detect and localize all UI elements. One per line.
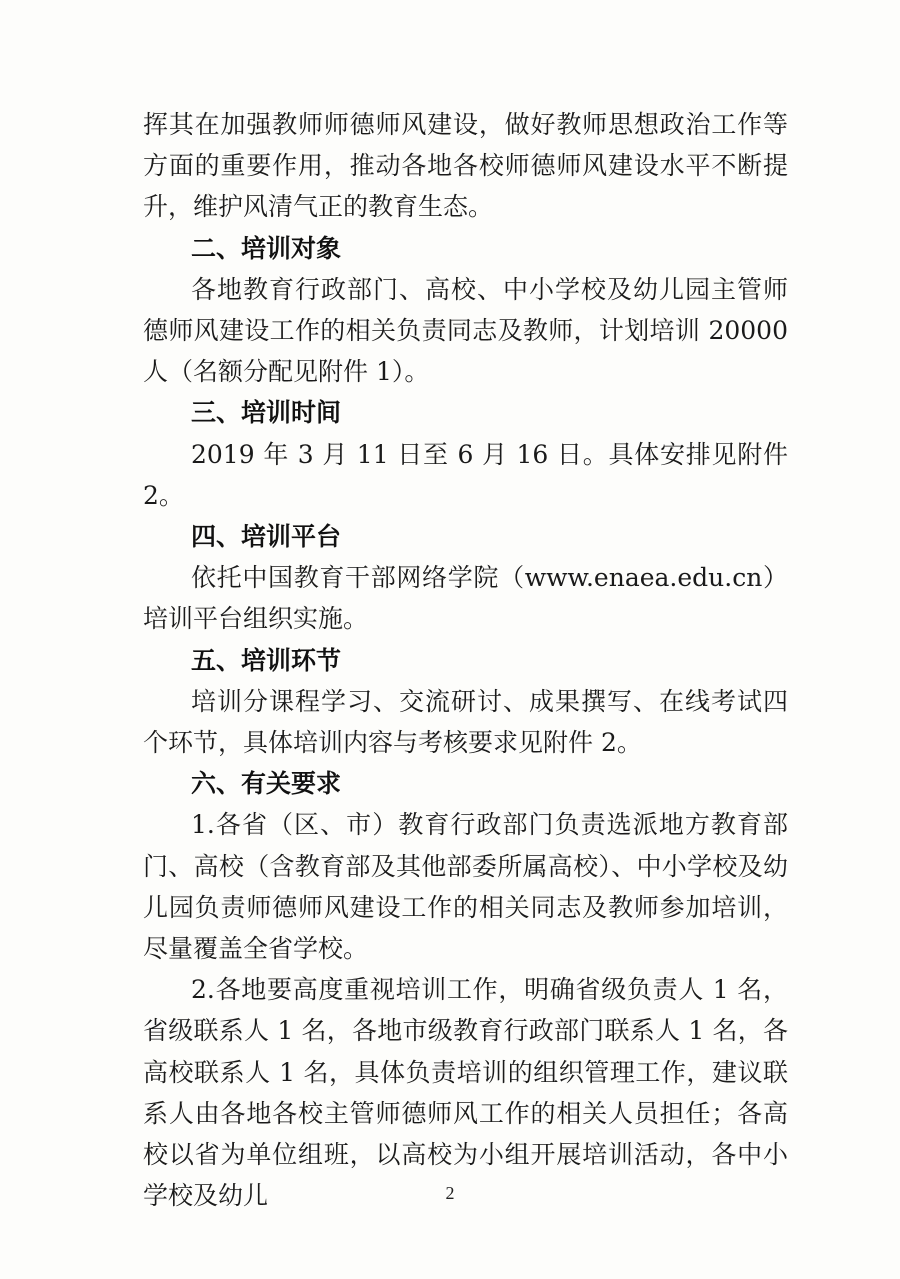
- paragraph-training-time: 2019 年 3 月 11 日至 6 月 16 日。具体安排见附件 2。: [143, 439, 788, 510]
- section-heading-requirements: 六、有关要求: [191, 769, 342, 799]
- paragraph-training-targets: 各地教育行政部门、高校、中小学校及幼儿园主管师德师风建设工作的相关负责同志及教师，计划培训 20000 人（名额分配见附件 1）。: [143, 274, 788, 387]
- page-number: 2: [445, 1183, 455, 1203]
- paragraph-training-platform: 依托中国教育干部网络学院（www.enaea.edu.cn）培训平台组织实施。: [143, 563, 788, 634]
- section-heading-training-steps: 五、培训环节: [191, 645, 342, 675]
- section-heading-training-targets: 二、培训对象: [191, 233, 342, 263]
- paragraph-training-steps: 培训分课程学习、交流研讨、成果撰写、在线考试四个环节，具体培训内容与考核要求见附件 2。: [143, 686, 788, 758]
- document-body: [143, 104, 788, 1216]
- paragraph-requirement-2: 2.各地要高度重视培训工作，明确省级负责人 1 名，省级联系人 1 名，各地市级教育行政部门联系人 1 名，各高校联系人 1 名，具体负责培训的组织管理工作，建议联系人由各地各校主管师德师风工作的相关人员担任；各高校以省为单位组班，以高校为小组开展培训活动，各中小学校及幼儿: [143, 975, 788, 1211]
- section-heading-training-platform: 四、培训平台: [191, 522, 342, 552]
- paragraph-purpose-continued: 挥其在加强教师师德师风建设，做好教师思想政治工作等方面的重要作用，推动各地各校师德师风建设水平不断提升，维护风清气正的教育生态。: [143, 110, 788, 222]
- section-heading-training-time: 三、培训时间: [191, 398, 342, 428]
- paragraph-requirement-1: 1.各省（区、市）教育行政部门负责选派地方教育部门、高校（含教育部及其他部委所属高校）、中小学校及幼儿园负责师德师风建设工作的相关同志及教师参加培训，尽量覆盖全省学校。: [143, 810, 788, 964]
